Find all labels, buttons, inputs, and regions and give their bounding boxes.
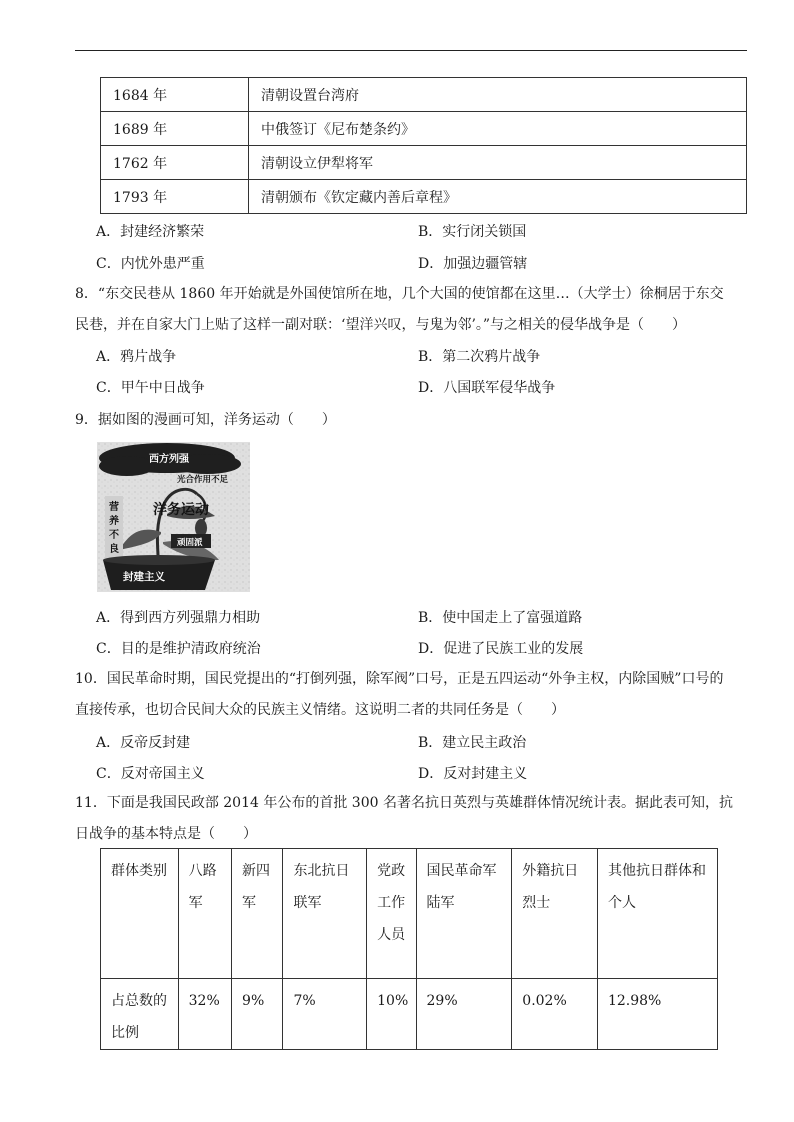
- table-row: [101, 78, 747, 112]
- value-cell: 占总数的比例: [101, 979, 179, 1050]
- q8-option-c[interactable]: C．甲午中日战争: [96, 380, 205, 396]
- value-cell: 9%: [232, 979, 283, 1050]
- header-cell: 其他抗日群体和个人: [597, 849, 717, 979]
- table-row: [101, 112, 747, 146]
- q10-option-b[interactable]: B．建立民主政治: [418, 735, 527, 751]
- question-10-line2: 直接传承，也切合民间大众的民族主义情绪。这说明二者的共同任务是（ ）: [75, 702, 565, 718]
- header-cell: 八路军: [178, 849, 231, 979]
- question-9-stem: 9．据如图的漫画可知，洋务运动（ ）: [75, 412, 336, 428]
- left-char: 营: [109, 502, 119, 513]
- header-cell: 东北抗日联军: [283, 849, 367, 979]
- leaf-label: 顽固派: [177, 538, 203, 548]
- header-cell: 国民革命军陆军: [416, 849, 512, 979]
- event-cell: 中俄签订《尼布楚条约》: [249, 112, 747, 146]
- question-11-line1: 11．下面是我国民政部 2014 年公布的首批 300 名著名抗日英烈与英雄群体情况统计表。据此表可知，抗: [75, 795, 733, 811]
- left-char: 不: [109, 530, 119, 541]
- cloud-label: 西方列强: [149, 454, 189, 465]
- question-11-stem: [75, 788, 755, 850]
- statistics-table: [100, 848, 718, 1050]
- year-cell: 1762 年: [101, 146, 249, 180]
- value-cell: 29%: [416, 979, 512, 1050]
- cartoon-title: 洋务运动: [153, 502, 209, 518]
- q7-option-c[interactable]: C．内忧外患严重: [96, 256, 205, 272]
- left-char: 养: [109, 516, 119, 527]
- pot-rim: [103, 555, 215, 565]
- q8-option-b[interactable]: B．第二次鸦片战争: [418, 349, 541, 365]
- question-10-stem: [75, 664, 755, 726]
- cartoon-image: [97, 442, 250, 592]
- q9-option-c[interactable]: C．目的是维护清政府统治: [96, 641, 261, 657]
- q7-option-b[interactable]: B．实行闭关锁国: [418, 224, 527, 240]
- table-row: [101, 146, 747, 180]
- table-row: [101, 979, 718, 1050]
- year-cell: 1689 年: [101, 112, 249, 146]
- pot-label: 封建主义: [123, 571, 165, 583]
- q10-option-c[interactable]: C．反对帝国主义: [96, 766, 205, 782]
- question-8-line1: 8．“东交民巷从 1860 年开始就是外国使馆所在地，几个大国的使馆都在这里…（大学士）徐桐居于东交: [75, 286, 724, 302]
- question-11-line2: 日战争的基本特点是（ ）: [75, 826, 257, 842]
- q9-option-b[interactable]: B．使中国走上了富强道路: [418, 610, 583, 626]
- header-cell: 外籍抗日烈士: [512, 849, 598, 979]
- value-cell: 0.02%: [512, 979, 598, 1050]
- header-cell: 新四军: [232, 849, 283, 979]
- left-char: 良: [109, 544, 119, 555]
- value-cell: 12.98%: [597, 979, 717, 1050]
- photosynthesis-caption: 光合作用不足: [177, 475, 229, 485]
- q8-option-d[interactable]: D．八国联军侵华战争: [418, 380, 556, 396]
- year-cell: 1684 年: [101, 78, 249, 112]
- q9-option-d[interactable]: D．促进了民族工业的发展: [418, 641, 584, 657]
- q7-option-d[interactable]: D．加强边疆管辖: [418, 256, 528, 272]
- question-8-stem: [75, 279, 755, 341]
- table-row: [101, 180, 747, 214]
- q10-option-a[interactable]: A．反帝反封建: [96, 735, 191, 751]
- table-header-row: [101, 849, 718, 979]
- event-cell: 清朝设置台湾府: [249, 78, 747, 112]
- value-cell: 7%: [283, 979, 367, 1050]
- value-cell: 32%: [178, 979, 231, 1050]
- q9-option-a[interactable]: A．得到西方列强鼎力相助: [96, 610, 261, 626]
- q10-option-d[interactable]: D．反对封建主义: [418, 766, 528, 782]
- event-cell: 清朝设立伊犁将军: [249, 146, 747, 180]
- header-cell: 党政工作人员: [367, 849, 416, 979]
- event-cell: 清朝颁布《钦定藏内善后章程》: [249, 180, 747, 214]
- timeline-table: [100, 77, 747, 214]
- value-cell: 10%: [367, 979, 416, 1050]
- header-cell: 群体类别: [101, 849, 179, 979]
- q7-option-a[interactable]: A．封建经济繁荣: [96, 224, 205, 240]
- q8-option-a[interactable]: A．鸦片战争: [96, 349, 177, 365]
- year-cell: 1793 年: [101, 180, 249, 214]
- header-rule: [75, 50, 747, 51]
- question-8-line2: 民巷，并在自家大门上贴了这样一副对联：‘望洋兴叹，与鬼为邻’。”与之相关的侵华战争是（ ）: [75, 317, 687, 333]
- question-10-line1: 10．国民革命时期，国民党提出的“打倒列强，除军阀”口号，正是五四运动“外争主权，内除国贼”口号的: [75, 671, 724, 687]
